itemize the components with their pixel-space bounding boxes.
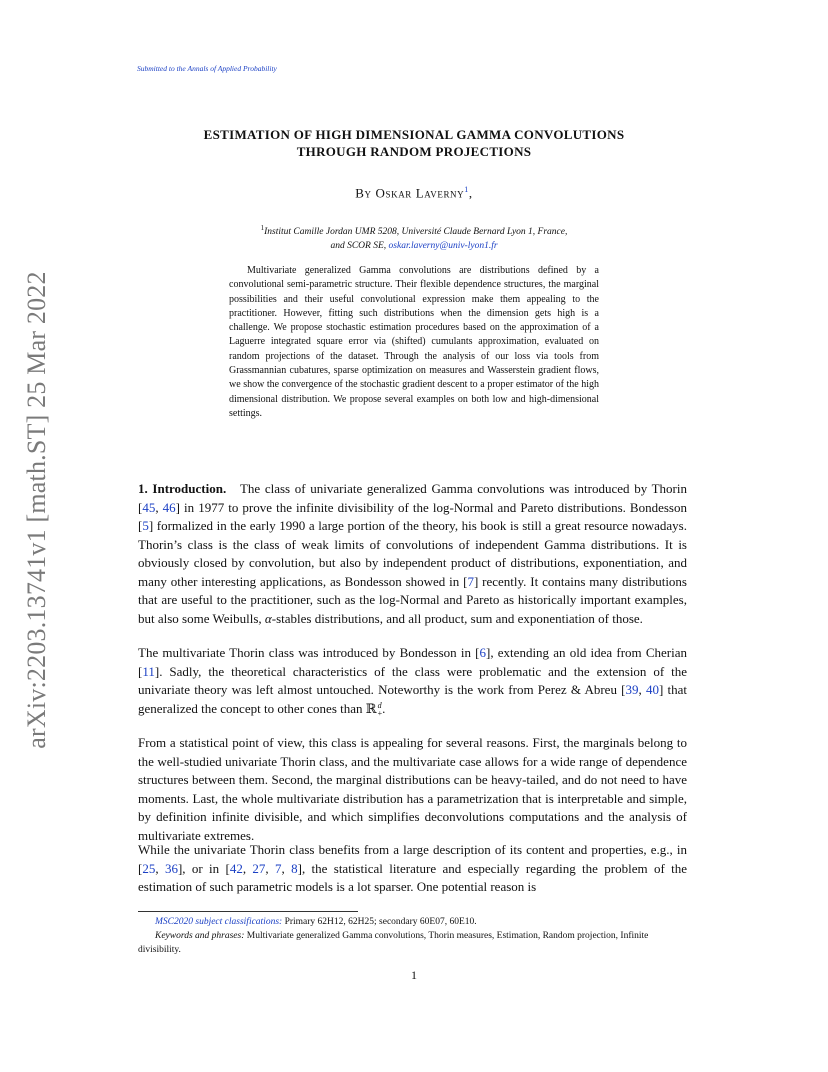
citation-link[interactable]: 7 <box>275 860 282 876</box>
msc-classification: MSC2020 subject classifications: Primary 62H12, 62H25; secondary 60E07, 60E10. <box>155 917 477 927</box>
citation-link[interactable]: 8 <box>291 860 298 876</box>
citation-link[interactable]: 6 <box>479 645 487 660</box>
msc-link[interactable]: MSC2020 subject classifications: <box>155 917 283 927</box>
intro-paragraph-1: 1. Introduction. The class of univariate generalized Gamma convolutions was introduced by Thorin [45, 46] in 1977 to prove the infinite divisibility of the log-Normal and Pareto distributions. Bondesson [5] formalized in the early 1990 a large portion of the theory, his book is still a great resource nowadays. Thorin’s class is the class of weak limits of convolutions of independent Gamma distributions. It is obviously closed by convolution, but also by independent product of distributions, exponentiation, and many other interesting applications, as Bondesson showed in [7] recently. It contains many distributions that are useful to the practitioner, such as the log-Normal and Pareto as historically important examples, but also some Weibulls, α-stables distributions, and all product, sum and exponentiation of those. <box>138 481 688 626</box>
affil-line-2: and SCOR SE, <box>330 241 387 252</box>
abstract: Multivariate generalized Gamma convolutions are distributions defined by a convolutional semi-parametric structure. Their flexible dependence structures, the marginal possibilities and their useful convolutional expression make them appealing to the practitioner. However, fitting such distributions when the dimension gets high is a challenge. We propose stochastic estimation procedures based on the approximation of a Laguerre integrated square error via (shifted) cumulants approximation, evaluated on random projections of the dataset. Through the analysis of our loss via tools from Grassmannian cubatures, sparse optimization on measures and Wasserstein gradient flows, we show the convergence of the stochastic gradient descent to a proper estimator of the high dimensional distribution. We propose several examples on both low and high-dimensional settings. <box>229 265 599 419</box>
citation-link[interactable]: 39 <box>625 682 639 697</box>
journal-submission-note[interactable]: Submitted to the Annals of Applied Probability <box>137 64 277 73</box>
citation-link[interactable]: 36 <box>164 860 178 876</box>
intro-paragraph-2: The multivariate Thorin class was introduced by Bondesson in [6], extending an old idea from Cherian [11]. Sadly, the theoretical characteristics of the class were problematic and the extension of the univariate theory was left almost untouched. Noteworthy is the work from Perez & Abreu [39, 40] that generalized the concept to other cones than ℝ d + . <box>138 645 688 718</box>
paper-title <box>140 126 688 160</box>
footnotes <box>138 915 687 957</box>
author-name: Oskar Laverny <box>375 185 465 201</box>
author-prefix: By <box>355 185 372 201</box>
affiliation <box>140 221 688 253</box>
citation-link[interactable]: 40 <box>645 682 659 697</box>
author-suffix: , <box>468 185 473 201</box>
citation-link[interactable]: 7 <box>467 573 474 589</box>
title-line-2: THROUGH RANDOM PROJECTIONS <box>296 144 532 159</box>
real-cone-symbol: ℝ d + <box>365 700 383 718</box>
affil-line-1: Institut Camille Jordan UMR 5208, Université Claude Bernard Lyon 1, France, <box>264 227 568 238</box>
citation-link[interactable]: 42 <box>229 860 243 876</box>
footnote-divider <box>138 911 358 912</box>
citation-link[interactable]: 27 <box>252 860 266 876</box>
keywords: Keywords and phrases: Multivariate generalized Gamma convolutions, Thorin measures, Estimation, Random projection, Infinite divisibility. <box>138 931 649 955</box>
arxiv-sidebar-stamp <box>22 270 52 750</box>
citation-link[interactable]: 5 <box>142 518 149 533</box>
author-line <box>140 185 688 201</box>
citation-link[interactable]: 11 <box>142 663 155 679</box>
intro-paragraph-3: From a statistical point of view, this class is appealing for several reasons. First, the marginals belong to the well-studied univariate Thorin class, and the multivariate case allows for a wide range of dependence structures between them. Second, the marginal distributions can be heavy-tailed, and do not need to have moments. Last, the whole multivariate distribution has a parametrization that is interpretable and simple, by definition infinite divisible, and which simplifies deconvolutions computations and the analysis of multivariate extremes. <box>138 735 687 843</box>
section-heading: 1. Introduction. <box>138 481 227 496</box>
page-number: 1 <box>411 968 417 982</box>
author-affil-mark[interactable]: 1 <box>464 185 469 194</box>
affil-mark: 1 <box>260 224 265 232</box>
alpha-symbol: α <box>264 610 272 626</box>
citation-link[interactable]: 46 <box>162 499 176 515</box>
author-email-link[interactable]: oskar.laverny@univ-lyon1.fr <box>388 241 498 252</box>
arxiv-identifier: arXiv:2203.13741v1 [math.ST] 25 Mar 2022 <box>22 271 51 749</box>
citation-link[interactable]: 25 <box>142 860 156 876</box>
citation-link[interactable]: 45 <box>142 499 156 515</box>
intro-paragraph-4: While the univariate Thorin class benefits from a large description of its content and properties, e.g., in [25, 36], or in [42, 27, 7, 8], the statistical literature and especially regarding the problem of the estimation of such parametric models is a lot sparser. One potential reason is <box>138 842 687 894</box>
title-line-1: ESTIMATION OF HIGH DIMENSIONAL GAMMA CONVOLUTIONS <box>203 127 625 142</box>
